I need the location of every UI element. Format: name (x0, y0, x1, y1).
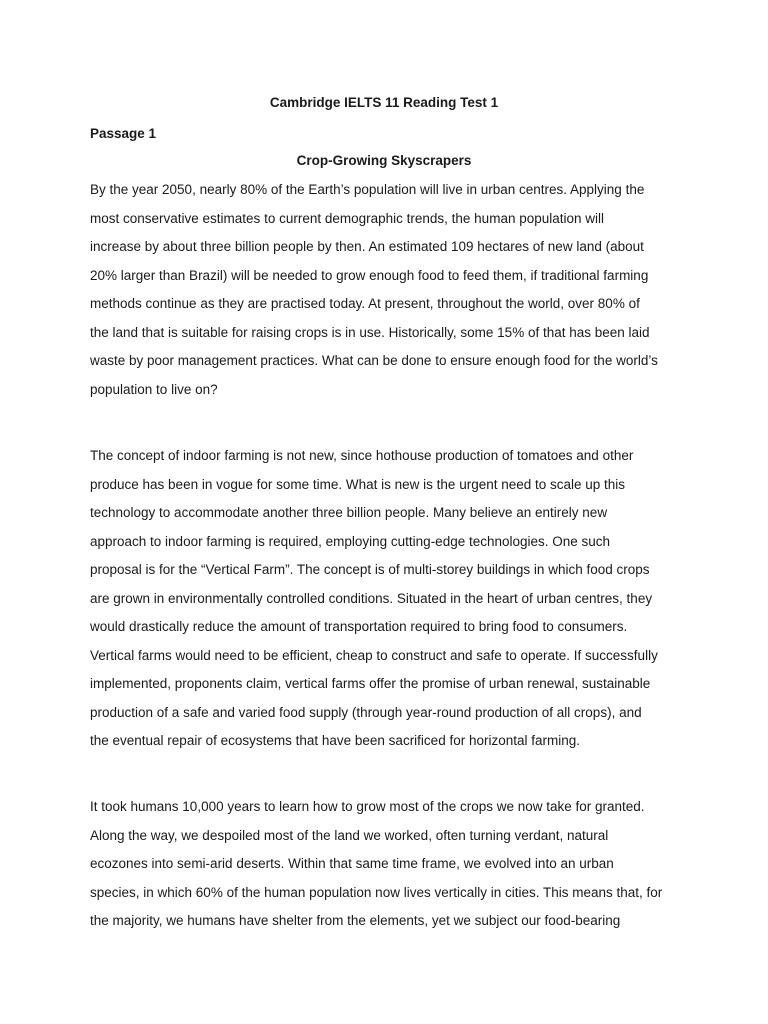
text-line: It took humans 10,000 years to learn how to grow most of the crops we now take for granted. (90, 799, 645, 814)
text-line: increase by about three billion people by then. An estimated 109 hectares of new land (about (90, 239, 644, 254)
passage-label: Passage 1 (90, 126, 157, 141)
passage-title: Crop-Growing Skyscrapers (296, 153, 472, 168)
text-line: proposal is for the “Vertical Farm”. The concept is of multi-storey buildings in which food crops (90, 562, 650, 577)
text-line: The concept of indoor farming is not new, since hothouse production of tomatoes and other (90, 448, 634, 463)
text-line: are grown in environmentally controlled conditions. Situated in the heart of urban centres, they (90, 590, 653, 606)
text-line: Vertical farms would need to be efficient, cheap to construct and safe to operate. If successfully (90, 647, 658, 663)
text-line: population to live on? (90, 381, 218, 397)
text-line: would drastically reduce the amount of transportation required to bring food to consumers. (90, 619, 628, 634)
text-line: the majority, we humans have shelter from the elements, yet we subject our food-bearing (90, 913, 621, 928)
text-line: 20% larger than Brazil) will be needed to grow enough food to feed them, if traditional farming (90, 267, 649, 283)
text-line: most conservative estimates to current demographic trends, the human population will (90, 210, 605, 226)
text-line: production of a safe and varied food supply (through year-round production of all crops), and (90, 704, 642, 720)
text-line: approach to indoor farming is required, employing cutting-edge technologies. One such (90, 533, 611, 549)
text-line: technology to accommodate another three billion people. Many believe an entirely new (90, 505, 608, 520)
paragraph-3 (90, 793, 690, 936)
text-line: By the year 2050, nearly 80% of the Earth’s population will live in urban centres. Applying the (90, 182, 645, 197)
text-line: species, in which 60% of the human population now lives vertically in cities. This means that, for (90, 884, 663, 900)
document-title: Cambridge IELTS 11 Reading Test 1 (269, 95, 499, 110)
text-line: waste by poor management practices. What can be done to ensure enough food for the world’s (90, 353, 658, 368)
text-line: the land that is suitable for raising crops is in use. Historically, some 15% of that has been laid (90, 324, 650, 340)
text-line: Along the way, we despoiled most of the land we worked, often turning verdant, natural (90, 827, 609, 843)
text-line: implemented, proponents claim, vertical farms offer the promise of urban renewal, sustainable (90, 676, 651, 691)
paragraph-2 (90, 442, 690, 756)
text-line: the eventual repair of ecosystems that have been sacrificed for horizontal farming. (90, 733, 581, 748)
paragraph-1 (90, 176, 690, 404)
text-line: methods continue as they are practised today. At present, throughout the world, over 80% of (90, 296, 640, 311)
text-line: produce has been in vogue for some time. What is new is the urgent need to scale up this (90, 476, 626, 492)
text-line: ecozones into semi-arid deserts. Within that same time frame, we evolved into an urban (90, 856, 614, 871)
